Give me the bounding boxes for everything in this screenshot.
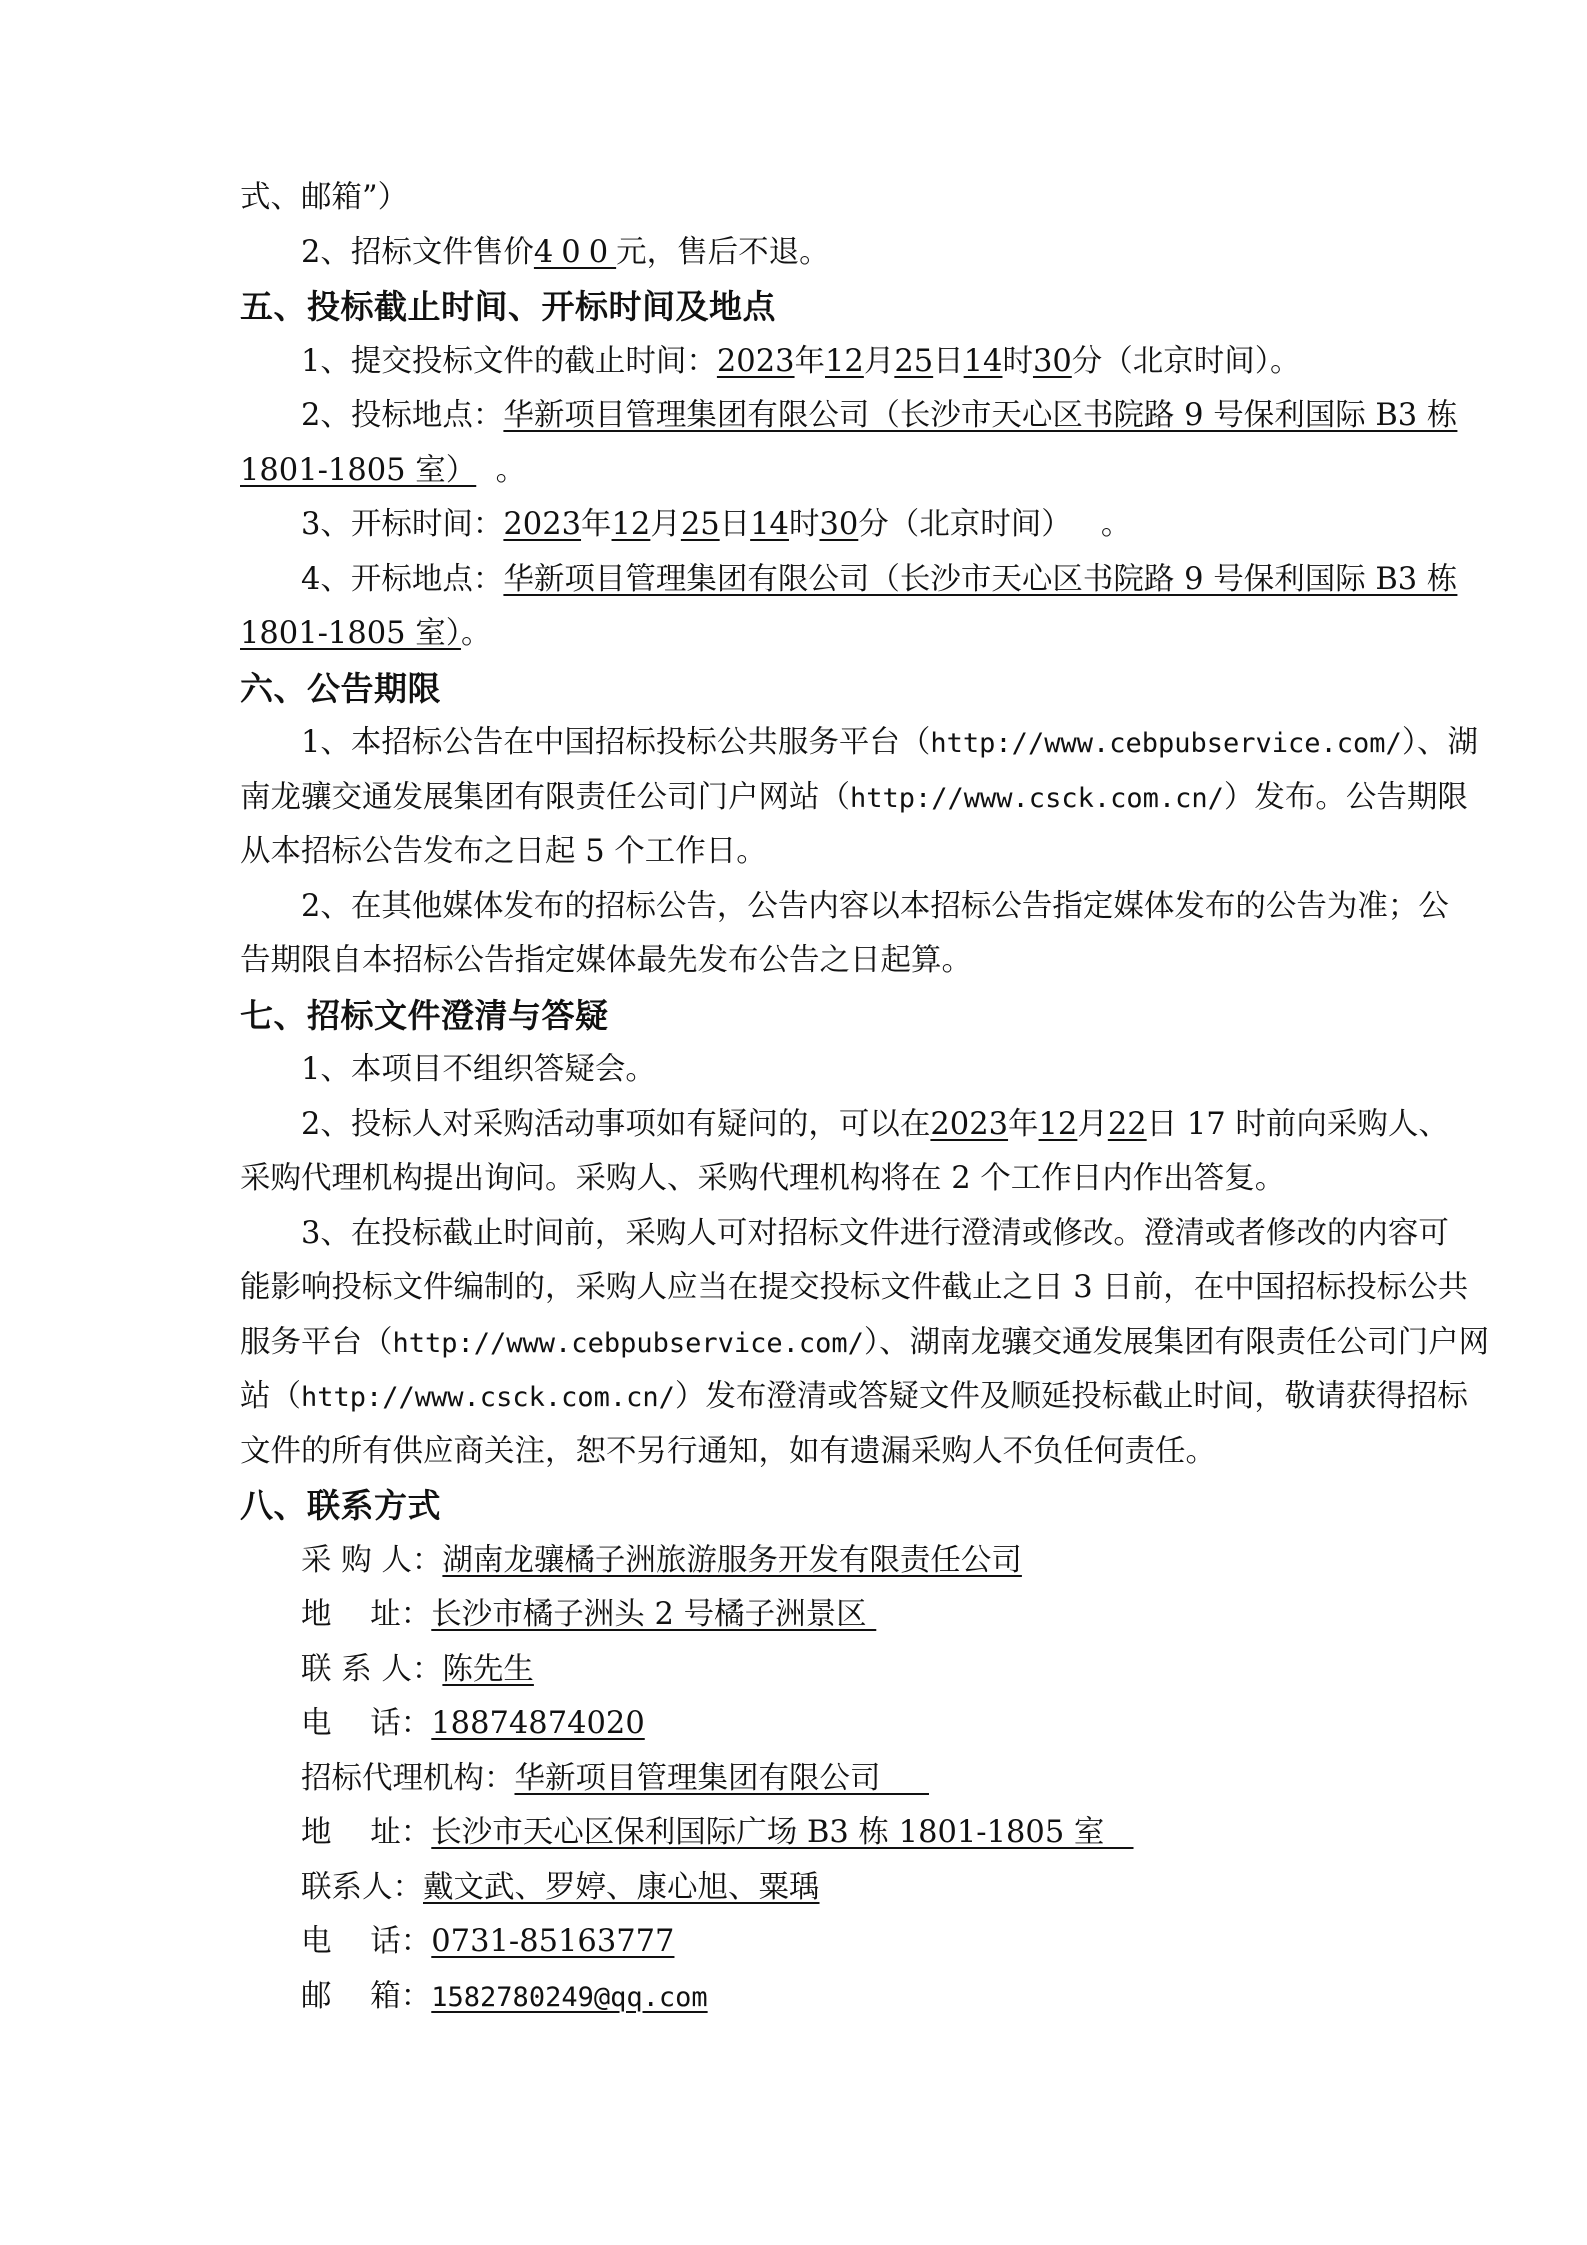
text-fragment: 月 xyxy=(1077,1106,1108,1142)
text-fragment: 。 xyxy=(1100,507,1132,542)
text-line xyxy=(240,1316,1490,1371)
text-line xyxy=(240,226,1348,281)
bid-location: 华新项目管理集团有限公司（长沙市天心区书院路 9 号保利国际 B3 栋 xyxy=(503,398,1458,433)
text-line xyxy=(240,716,1479,771)
contact-label: 地 址： xyxy=(301,1815,432,1850)
text-fragment: 月 xyxy=(863,343,895,379)
contact-row-purchaser-phone xyxy=(240,1697,1348,1752)
text-fragment: ）、湖 xyxy=(1401,725,1479,760)
text-fragment: 式、邮箱”） xyxy=(240,180,409,215)
contact-label: 招标代理机构： xyxy=(301,1760,515,1796)
text-fragment: 4、开标地点： xyxy=(301,561,504,597)
contact-value: 长沙市橘子洲头 2 号橘子洲景区 xyxy=(431,1597,877,1632)
contact-label: 电 话： xyxy=(301,1924,432,1959)
text-line: 能影响投标文件编制的，采购人应当在提交投标文件截止之日 3 日前，在中国招标投标公共 xyxy=(240,1270,1469,1305)
text-fragment: 2、招标文件售价 xyxy=(301,234,534,270)
contact-label: 电 话： xyxy=(301,1706,432,1741)
url-link[interactable]: http://www.csck.com.cn/ xyxy=(301,1382,675,1413)
document-price: 400 xyxy=(533,234,617,270)
text-line: 2、在其他媒体发布的招标公告，公告内容以本招标公告指定媒体发布的公告为准；公 xyxy=(301,888,1449,924)
contact-label: 邮 箱： xyxy=(301,1978,432,2014)
text-line: 告期限自本招标公告指定媒体最先发布公告之日起算。 xyxy=(240,943,972,978)
text-fragment: 日 xyxy=(933,343,964,379)
contact-value: 华新项目管理集团有限公司 xyxy=(514,1760,929,1796)
section-heading: 八、联系方式 xyxy=(240,1486,441,1525)
text-fragment: 服务平台（ xyxy=(240,1324,393,1360)
opening-month: 12 xyxy=(611,507,651,542)
text-line xyxy=(240,1098,1449,1153)
deadline-year: 2023 xyxy=(716,343,795,379)
text-fragment: 日 xyxy=(719,507,751,542)
contact-row-agency-phone xyxy=(240,1915,1348,1970)
contact-row-agency-email xyxy=(240,1970,1348,2025)
text-fragment: 1、本招标公告在中国招标投标公共服务平台（ xyxy=(301,725,931,760)
text-line: 文件的所有供应商关注，恕不另行通知，如有遗漏采购人不负任何责任。 xyxy=(240,1433,1216,1469)
document-body xyxy=(240,171,1490,2024)
text-fragment: ）发布。公告期限 xyxy=(1223,779,1468,815)
contact-value: 0731-85163777 xyxy=(431,1924,675,1959)
contact-label: 采 购 人： xyxy=(301,1542,443,1578)
text-line xyxy=(240,553,1458,608)
bid-location-room: 1801-1805 室） xyxy=(240,452,477,488)
text-fragment: 元，售后不退。 xyxy=(616,234,830,270)
text-fragment: 月 xyxy=(650,507,681,542)
deadline-minute: 30 xyxy=(1032,343,1072,379)
contact-row-purchaser-contact xyxy=(240,1643,1348,1698)
text-line xyxy=(240,389,1458,444)
text-fragment: 年 xyxy=(794,343,826,379)
text-line: 从本招标公告发布之日起 5 个工作日。 xyxy=(240,834,767,869)
text-fragment: 时 xyxy=(1002,343,1033,379)
contact-label: 联 系 人： xyxy=(301,1651,443,1687)
text-fragment: 。 xyxy=(461,616,492,651)
text-fragment: 2、投标人对采购活动事项如有疑问的，可以在 xyxy=(301,1106,931,1142)
text-fragment: 时 xyxy=(788,507,820,542)
deadline-day: 25 xyxy=(894,343,934,379)
contact-row-purchaser xyxy=(240,1534,1348,1589)
text-line: 采购代理机构提出询问。采购人、采购代理机构将在 2 个工作日内作出答复。 xyxy=(240,1161,1286,1196)
opening-year: 2023 xyxy=(503,507,582,542)
text-fragment: 日 17 时前向采购人、 xyxy=(1146,1106,1449,1142)
opening-location-room: 1801-1805 室） xyxy=(240,616,461,651)
contact-label: 联系人： xyxy=(301,1869,423,1905)
text-fragment: 分（北京时间）。 xyxy=(1071,343,1301,379)
text-fragment: ）发布澄清或答疑文件及顺延投标截止时间，敬请获得招标 xyxy=(674,1379,1468,1414)
contact-email[interactable]: 1582780249@qq.com xyxy=(431,1981,708,2013)
deadline-month: 12 xyxy=(825,343,864,379)
contact-value: 戴文武、罗婷、康心旭、粟瑀 xyxy=(423,1869,820,1905)
url-link[interactable]: http://www.cebpubservice.com/ xyxy=(930,728,1402,759)
contact-row-agency xyxy=(240,1752,1348,1807)
text-line xyxy=(240,1370,1468,1425)
text-line xyxy=(240,335,1348,390)
text-fragment: 3、开标时间： xyxy=(301,507,504,542)
opening-day: 25 xyxy=(680,507,720,542)
query-year: 2023 xyxy=(930,1106,1009,1142)
contact-row-agency-address xyxy=(240,1806,1348,1861)
text-fragment: 站（ xyxy=(240,1379,301,1414)
text-line: 3、在投标截止时间前，采购人可对招标文件进行澄清或修改。澄清或者修改的内容可 xyxy=(301,1215,1449,1251)
contact-row-purchaser-address xyxy=(240,1588,1348,1643)
text-fragment: 南龙骧交通发展集团有限责任公司门户网站（ xyxy=(240,779,850,815)
contact-value: 18874874020 xyxy=(431,1706,645,1741)
opening-location: 华新项目管理集团有限公司（长沙市天心区书院路 9 号保利国际 B3 栋 xyxy=(503,561,1458,597)
opening-hour: 14 xyxy=(750,507,789,542)
deadline-hour: 14 xyxy=(963,343,1003,379)
contact-value: 长沙市天心区保利国际广场 B3 栋 1801-1805 室 xyxy=(431,1815,1134,1850)
contact-label: 地 址： xyxy=(301,1597,432,1632)
text-line xyxy=(240,171,1348,226)
text-line xyxy=(240,444,1348,499)
text-line xyxy=(240,498,1348,553)
text-fragment: 1、提交投标文件的截止时间： xyxy=(301,343,717,379)
contact-value: 陈先生 xyxy=(442,1651,534,1687)
url-link[interactable]: http://www.csck.com.cn/ xyxy=(850,782,1224,814)
text-line xyxy=(240,607,1348,662)
section-heading: 五、投标截止时间、开标时间及地点 xyxy=(240,287,776,326)
text-fragment: 。 xyxy=(495,452,527,488)
opening-minute: 30 xyxy=(819,507,859,542)
query-month: 12 xyxy=(1038,1106,1078,1142)
text-fragment: 年 xyxy=(1008,1106,1039,1142)
text-fragment: 年 xyxy=(581,507,612,542)
text-fragment: 2、投标地点： xyxy=(301,398,504,433)
query-day: 22 xyxy=(1107,1106,1147,1142)
url-link[interactable]: http://www.cebpubservice.com/ xyxy=(392,1327,864,1359)
contact-row-agency-contacts xyxy=(240,1861,1348,1916)
text-fragment xyxy=(1072,507,1101,542)
contact-value: 湖南龙骧橘子洲旅游服务开发有限责任公司 xyxy=(442,1542,1022,1578)
text-line: 1、本项目不组织答疑会。 xyxy=(301,1052,656,1087)
text-fragment xyxy=(476,453,495,488)
section-heading: 七、招标文件澄清与答疑 xyxy=(240,995,609,1035)
text-fragment: ）、湖南龙骧交通发展集团有限责任公司门户网 xyxy=(863,1324,1490,1360)
section-heading: 六、公告期限 xyxy=(240,668,441,708)
text-fragment: 分（北京时间） xyxy=(858,507,1072,542)
text-line xyxy=(240,771,1468,826)
